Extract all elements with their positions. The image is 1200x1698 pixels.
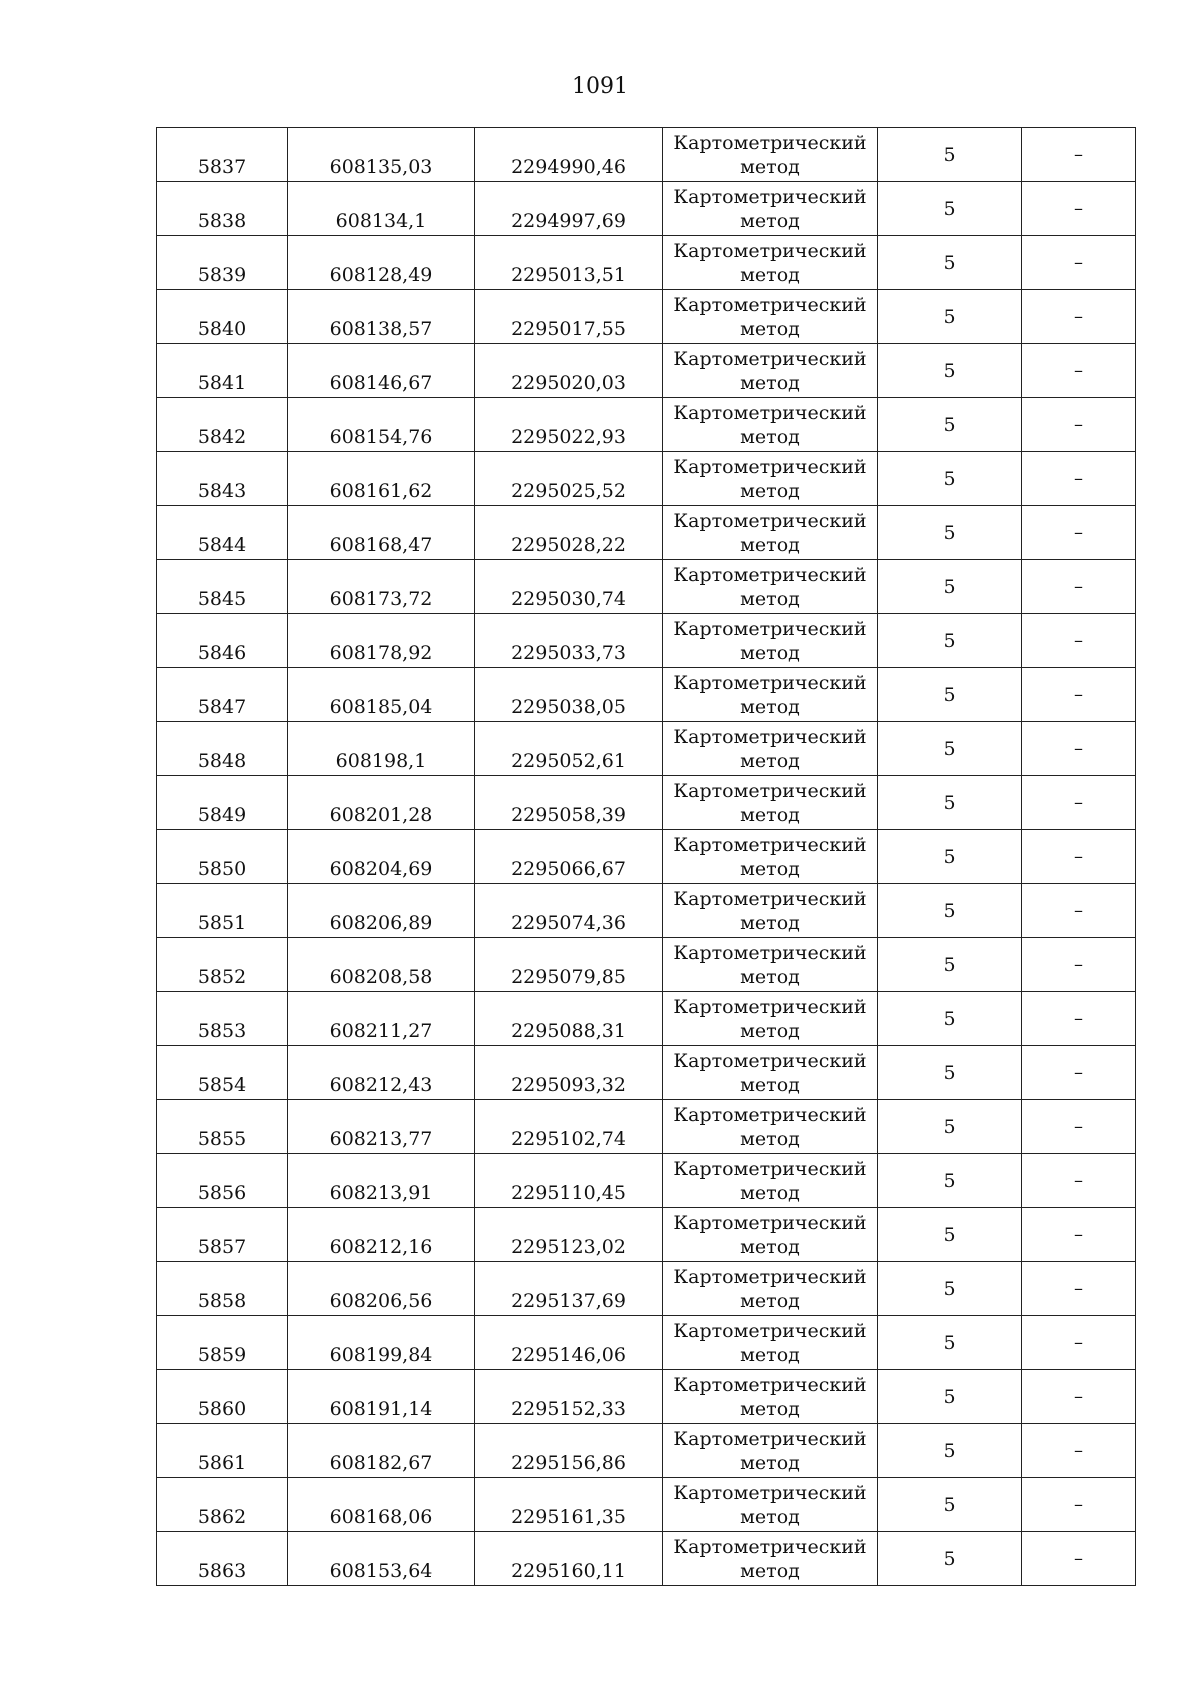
x-coordinate-cell: 608161,62 [288,452,475,506]
table-row [157,1262,1136,1316]
note-cell: – [1022,560,1136,614]
point-number-cell: 5850 [157,830,288,884]
accuracy-cell: 5 [878,290,1022,344]
method-line-2: метод [740,1127,800,1150]
note-cell: – [1022,506,1136,560]
method-cell [663,1154,878,1208]
x-coordinate-cell: 608199,84 [288,1316,475,1370]
x-coordinate-cell: 608128,49 [288,236,475,290]
method-line-1: Картометрический [673,995,867,1018]
y-coordinate-cell: 2295110,45 [475,1154,663,1208]
y-coordinate-cell: 2295066,67 [475,830,663,884]
note-cell: – [1022,1154,1136,1208]
method-cell [663,1316,878,1370]
method-cell [663,452,878,506]
accuracy-cell: 5 [878,1532,1022,1586]
point-number-cell: 5841 [157,344,288,398]
y-coordinate-cell: 2295156,86 [475,1424,663,1478]
method-line-2: метод [740,857,800,880]
x-coordinate-cell: 608168,47 [288,506,475,560]
accuracy-cell: 5 [878,236,1022,290]
x-coordinate-cell: 608206,56 [288,1262,475,1316]
y-coordinate-cell: 2295022,93 [475,398,663,452]
point-number-cell: 5860 [157,1370,288,1424]
method-line-1: Картометрический [673,941,867,964]
point-number-cell: 5858 [157,1262,288,1316]
method-line-2: метод [740,695,800,718]
accuracy-cell: 5 [878,1208,1022,1262]
point-number-cell: 5861 [157,1424,288,1478]
x-coordinate-cell: 608204,69 [288,830,475,884]
accuracy-cell: 5 [878,938,1022,992]
note-cell: – [1022,452,1136,506]
point-number-cell: 5857 [157,1208,288,1262]
method-cell [663,128,878,182]
method-line-1: Картометрический [673,131,867,154]
method-line-2: метод [740,1343,800,1366]
table-row [157,776,1136,830]
accuracy-cell: 5 [878,1316,1022,1370]
accuracy-cell: 5 [878,614,1022,668]
note-cell: – [1022,182,1136,236]
method-line-1: Картометрический [673,833,867,856]
method-line-1: Картометрический [673,239,867,262]
coordinates-table [156,127,1136,1586]
note-cell: – [1022,1316,1136,1370]
y-coordinate-cell: 2295079,85 [475,938,663,992]
point-number-cell: 5846 [157,614,288,668]
method-line-1: Картометрический [673,1319,867,1342]
method-line-1: Картометрический [673,1265,867,1288]
method-line-2: метод [740,1397,800,1420]
table-row [157,182,1136,236]
accuracy-cell: 5 [878,1262,1022,1316]
method-line-2: метод [740,1073,800,1096]
accuracy-cell: 5 [878,668,1022,722]
x-coordinate-cell: 608146,67 [288,344,475,398]
x-coordinate-cell: 608173,72 [288,560,475,614]
method-line-1: Картометрический [673,1103,867,1126]
accuracy-cell: 5 [878,452,1022,506]
method-line-2: метод [740,1289,800,1312]
point-number-cell: 5856 [157,1154,288,1208]
method-cell [663,1424,878,1478]
table-row [157,1100,1136,1154]
x-coordinate-cell: 608212,16 [288,1208,475,1262]
point-number-cell: 5842 [157,398,288,452]
accuracy-cell: 5 [878,1100,1022,1154]
x-coordinate-cell: 608153,64 [288,1532,475,1586]
y-coordinate-cell: 2295013,51 [475,236,663,290]
y-coordinate-cell: 2295025,52 [475,452,663,506]
point-number-cell: 5839 [157,236,288,290]
method-line-1: Картометрический [673,509,867,532]
method-cell [663,182,878,236]
x-coordinate-cell: 608178,92 [288,614,475,668]
x-coordinate-cell: 608185,04 [288,668,475,722]
accuracy-cell: 5 [878,1046,1022,1100]
note-cell: – [1022,344,1136,398]
x-coordinate-cell: 608154,76 [288,398,475,452]
point-number-cell: 5855 [157,1100,288,1154]
method-line-2: метод [740,1559,800,1582]
y-coordinate-cell: 2295160,11 [475,1532,663,1586]
table-row [157,344,1136,398]
note-cell: – [1022,1262,1136,1316]
method-line-2: метод [740,317,800,340]
method-line-1: Картометрический [673,725,867,748]
note-cell: – [1022,938,1136,992]
y-coordinate-cell: 2294997,69 [475,182,663,236]
method-cell [663,722,878,776]
method-line-2: метод [740,1235,800,1258]
method-cell [663,290,878,344]
y-coordinate-cell: 2295074,36 [475,884,663,938]
method-line-2: метод [740,641,800,664]
accuracy-cell: 5 [878,344,1022,398]
y-coordinate-cell: 2295028,22 [475,506,663,560]
method-line-1: Картометрический [673,887,867,910]
x-coordinate-cell: 608206,89 [288,884,475,938]
table-row [157,884,1136,938]
method-cell [663,776,878,830]
y-coordinate-cell: 2295123,02 [475,1208,663,1262]
x-coordinate-cell: 608212,43 [288,1046,475,1100]
accuracy-cell: 5 [878,722,1022,776]
note-cell: – [1022,722,1136,776]
method-cell [663,1046,878,1100]
note-cell: – [1022,290,1136,344]
x-coordinate-cell: 608201,28 [288,776,475,830]
method-line-2: метод [740,911,800,934]
table-row [157,1208,1136,1262]
method-cell [663,398,878,452]
accuracy-cell: 5 [878,506,1022,560]
point-number-cell: 5853 [157,992,288,1046]
method-line-1: Картометрический [673,1481,867,1504]
accuracy-cell: 5 [878,128,1022,182]
x-coordinate-cell: 608211,27 [288,992,475,1046]
x-coordinate-cell: 608182,67 [288,1424,475,1478]
method-line-2: метод [740,155,800,178]
method-cell [663,884,878,938]
note-cell: – [1022,884,1136,938]
method-cell [663,1532,878,1586]
table-row [157,992,1136,1046]
method-line-2: метод [740,587,800,610]
table-row [157,506,1136,560]
point-number-cell: 5854 [157,1046,288,1100]
point-number-cell: 5852 [157,938,288,992]
x-coordinate-cell: 608191,14 [288,1370,475,1424]
y-coordinate-cell: 2295152,33 [475,1370,663,1424]
method-cell [663,938,878,992]
table-row [157,128,1136,182]
table-row [157,722,1136,776]
x-coordinate-cell: 608168,06 [288,1478,475,1532]
page-number: 1091 [572,74,628,99]
note-cell: – [1022,128,1136,182]
accuracy-cell: 5 [878,1370,1022,1424]
method-line-2: метод [740,371,800,394]
method-cell [663,830,878,884]
table-row [157,1046,1136,1100]
accuracy-cell: 5 [878,992,1022,1046]
accuracy-cell: 5 [878,776,1022,830]
method-cell [663,344,878,398]
table-row [157,830,1136,884]
table-row [157,1478,1136,1532]
point-number-cell: 5863 [157,1532,288,1586]
accuracy-cell: 5 [878,1478,1022,1532]
point-number-cell: 5845 [157,560,288,614]
table-body [157,128,1136,1586]
method-line-1: Картометрический [673,1535,867,1558]
method-line-2: метод [740,965,800,988]
y-coordinate-cell: 2295052,61 [475,722,663,776]
note-cell: – [1022,992,1136,1046]
method-line-1: Картометрический [673,779,867,802]
method-line-1: Картометрический [673,401,867,424]
y-coordinate-cell: 2295038,05 [475,668,663,722]
point-number-cell: 5847 [157,668,288,722]
point-number-cell: 5837 [157,128,288,182]
note-cell: – [1022,1100,1136,1154]
x-coordinate-cell: 608135,03 [288,128,475,182]
point-number-cell: 5851 [157,884,288,938]
note-cell: – [1022,776,1136,830]
method-cell [663,1370,878,1424]
point-number-cell: 5859 [157,1316,288,1370]
table-row [157,236,1136,290]
x-coordinate-cell: 608138,57 [288,290,475,344]
method-cell [663,1478,878,1532]
method-line-1: Картометрический [673,455,867,478]
method-line-1: Картометрический [673,1427,867,1450]
y-coordinate-cell: 2295020,03 [475,344,663,398]
note-cell: – [1022,668,1136,722]
method-cell [663,1100,878,1154]
method-cell [663,506,878,560]
y-coordinate-cell: 2295137,69 [475,1262,663,1316]
point-number-cell: 5840 [157,290,288,344]
y-coordinate-cell: 2295146,06 [475,1316,663,1370]
table-row [157,560,1136,614]
method-cell [663,1208,878,1262]
table-row [157,452,1136,506]
accuracy-cell: 5 [878,884,1022,938]
accuracy-cell: 5 [878,830,1022,884]
point-number-cell: 5848 [157,722,288,776]
method-line-1: Картометрический [673,293,867,316]
point-number-cell: 5862 [157,1478,288,1532]
method-line-1: Картометрический [673,1211,867,1234]
note-cell: – [1022,1046,1136,1100]
table-row [157,1154,1136,1208]
y-coordinate-cell: 2295058,39 [475,776,663,830]
method-cell [663,560,878,614]
method-line-2: метод [740,533,800,556]
method-line-1: Картометрический [673,347,867,370]
table-row [157,1424,1136,1478]
x-coordinate-cell: 608213,77 [288,1100,475,1154]
note-cell: – [1022,398,1136,452]
note-cell: – [1022,1208,1136,1262]
method-line-2: метод [740,263,800,286]
method-cell [663,236,878,290]
x-coordinate-cell: 608198,1 [288,722,475,776]
note-cell: – [1022,236,1136,290]
table-row [157,668,1136,722]
method-cell [663,614,878,668]
y-coordinate-cell: 2295017,55 [475,290,663,344]
method-cell [663,668,878,722]
method-line-2: метод [740,1019,800,1042]
table-row [157,290,1136,344]
note-cell: – [1022,1478,1136,1532]
accuracy-cell: 5 [878,398,1022,452]
y-coordinate-cell: 2295161,35 [475,1478,663,1532]
accuracy-cell: 5 [878,1424,1022,1478]
y-coordinate-cell: 2294990,46 [475,128,663,182]
method-line-1: Картометрический [673,185,867,208]
method-line-2: метод [740,1181,800,1204]
table-row [157,938,1136,992]
method-cell [663,992,878,1046]
note-cell: – [1022,614,1136,668]
method-line-2: метод [740,425,800,448]
y-coordinate-cell: 2295102,74 [475,1100,663,1154]
accuracy-cell: 5 [878,182,1022,236]
accuracy-cell: 5 [878,1154,1022,1208]
note-cell: – [1022,1532,1136,1586]
y-coordinate-cell: 2295030,74 [475,560,663,614]
table-row [157,1532,1136,1586]
x-coordinate-cell: 608213,91 [288,1154,475,1208]
method-line-1: Картометрический [673,1049,867,1072]
x-coordinate-cell: 608208,58 [288,938,475,992]
method-line-2: метод [740,1505,800,1528]
table-row [157,1316,1136,1370]
table-row [157,1370,1136,1424]
y-coordinate-cell: 2295033,73 [475,614,663,668]
point-number-cell: 5838 [157,182,288,236]
table-row [157,614,1136,668]
note-cell: – [1022,830,1136,884]
method-line-1: Картометрический [673,671,867,694]
method-line-2: метод [740,1451,800,1474]
method-line-2: метод [740,803,800,826]
method-line-2: метод [740,209,800,232]
method-line-1: Картометрический [673,1373,867,1396]
accuracy-cell: 5 [878,560,1022,614]
table-row [157,398,1136,452]
y-coordinate-cell: 2295093,32 [475,1046,663,1100]
method-cell [663,1262,878,1316]
point-number-cell: 5844 [157,506,288,560]
note-cell: – [1022,1370,1136,1424]
method-line-1: Картометрический [673,563,867,586]
method-line-2: метод [740,479,800,502]
point-number-cell: 5843 [157,452,288,506]
point-number-cell: 5849 [157,776,288,830]
x-coordinate-cell: 608134,1 [288,182,475,236]
note-cell: – [1022,1424,1136,1478]
method-line-1: Картометрический [673,617,867,640]
method-line-1: Картометрический [673,1157,867,1180]
method-line-2: метод [740,749,800,772]
y-coordinate-cell: 2295088,31 [475,992,663,1046]
